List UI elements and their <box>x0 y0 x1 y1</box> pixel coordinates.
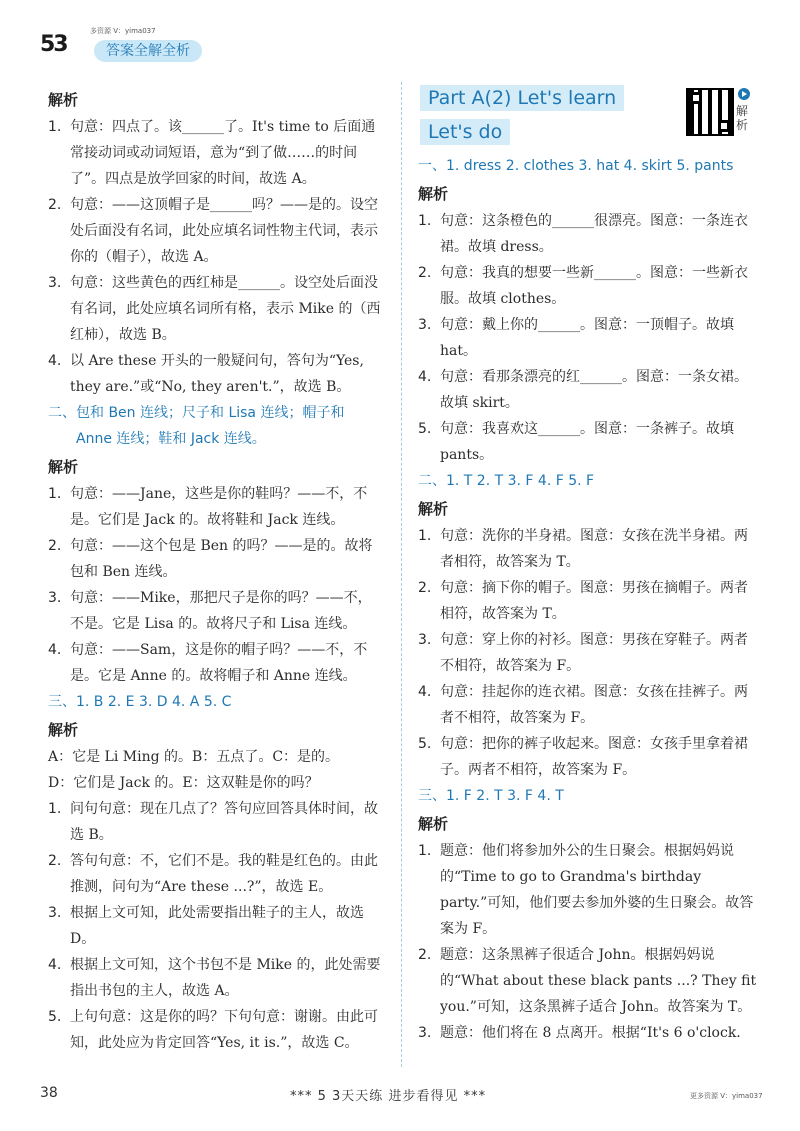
item-number: 3. <box>418 1025 432 1041</box>
page-number: 38 <box>40 1085 58 1101</box>
item-text: 句意：穿上你的衬衫。图意：男孩在穿鞋子。两者不相符，故答案为 F。 <box>440 632 748 674</box>
item-number: 5. <box>418 736 432 752</box>
option-line: A：它是 Li Ming 的。B：五点了。C：是的。 <box>48 749 340 765</box>
answer-item <box>418 260 758 312</box>
item-number: 3. <box>48 590 62 606</box>
answer-item <box>418 416 758 468</box>
analysis-heading: 解析 <box>418 185 449 203</box>
item-text: 题意：他们将参加外公的生日聚会。根据妈妈说的“Time to go to Grandma's birthday party.”可知，他们要去参加外婆的生日聚会。故答案为 F。 <box>440 843 754 937</box>
item-text: 句意：四点了。该______了。It's time to 后面通常接动词或动词短语，意为“到了做……的时间了”。四点是放学回家的时间，故选 A。 <box>70 119 376 187</box>
item-number: 1. <box>48 801 62 817</box>
section-text: 包和 Ben 连线；尺子和 Lisa 连线；帽子和 Anne 连线；鞋和 Jack 连线。 <box>76 405 345 447</box>
item-text: 句意：洗你的半身裙。图意：女孩在洗半身裙。两者相符，故答案为 T。 <box>440 528 748 570</box>
item-number: 1. <box>48 486 62 502</box>
item-text: 句意：——这个包是 Ben 的吗？——是的。故将包和 Ben 连线。 <box>70 538 373 580</box>
answer-item <box>48 900 383 952</box>
section-number: 二、 <box>418 473 446 489</box>
qr-code-icon[interactable] <box>686 88 734 136</box>
right-column <box>418 85 758 1046</box>
option-line: D：它们是 Jack 的。E：这双鞋是你的吗？ <box>48 775 319 791</box>
answer-item <box>48 270 383 348</box>
right-column-content <box>418 153 758 1046</box>
item-text: 问句句意：现在几点了？答句应回答具体时间，故选 B。 <box>70 801 378 843</box>
item-text: 句意：这条橙色的______很漂亮。图意：一条连衣裙。故填 dress。 <box>440 213 748 255</box>
column-divider <box>401 82 402 1067</box>
item-number: 4. <box>418 684 432 700</box>
item-number: 1. <box>418 528 432 544</box>
answer-item <box>418 679 758 731</box>
item-text: 句意：挂起你的连衣裙。图意：女孩在挂裤子。两者不相符，故答案为 F。 <box>440 684 748 726</box>
section-text: 1. dress 2. clothes 3. hat 4. skirt 5. pants <box>446 158 734 174</box>
item-number: 3. <box>48 275 62 291</box>
item-number: 2. <box>418 580 432 596</box>
item-number: 4. <box>418 369 432 385</box>
section-text: 1. F 2. T 3. F 4. T <box>446 788 564 804</box>
item-number: 2. <box>48 197 62 213</box>
brand-logo: 53 <box>40 32 67 57</box>
item-text: 以 Are these 开头的一般疑问句，答句为“Yes, they are.”或“No, they aren't.”，故选 B。 <box>70 353 364 395</box>
answer-item <box>48 192 383 270</box>
analysis-heading: 解析 <box>418 815 449 833</box>
item-text: 题意：这条黑裤子很适合 John。根据妈妈说的“What about these black pants ...? They fit you.”可知，这条黑裤子适合 John。故答案为 T。 <box>440 947 757 1015</box>
left-column <box>48 85 383 1056</box>
answer-item <box>48 348 383 400</box>
answer-item <box>418 312 758 364</box>
analysis-heading: 解析 <box>48 458 79 476</box>
footer-resource-note: 更多资源 V：yima037 <box>690 1092 763 1100</box>
section-answer <box>48 400 383 452</box>
answer-item <box>418 208 758 260</box>
answer-item <box>418 523 758 575</box>
footer-slogan: *** 5 3天天练 进步看得见 *** <box>290 1089 487 1104</box>
item-number: 2. <box>48 538 62 554</box>
item-text: 句意：看那条漂亮的红______。图意：一条女裙。故填 skirt。 <box>440 369 748 411</box>
section-answer <box>418 153 758 179</box>
page-header <box>40 22 300 70</box>
header-resource-note: 多资源 V：yima037 <box>90 27 156 35</box>
item-number: 2. <box>48 853 62 869</box>
analysis-heading: 解析 <box>48 721 79 739</box>
item-text: 句意：戴上你的______。图意：一顶帽子。故填 hat。 <box>440 317 734 359</box>
item-number: 4. <box>48 957 62 973</box>
part-title: Part A(2) Let's learn <box>420 85 624 111</box>
answer-item <box>48 848 383 900</box>
answer-item <box>48 796 383 848</box>
answer-item <box>418 838 758 942</box>
page-footer <box>0 1085 800 1109</box>
answer-item <box>48 585 383 637</box>
answer-item <box>48 952 383 1004</box>
answer-badge: 答案全解全析 <box>94 40 202 62</box>
item-text: 句意：我喜欢这______。图意：一条裤子。故填 pants。 <box>440 421 734 463</box>
item-text: 根据上文可知，这个书包不是 Mike 的，此处需要指出书包的主人，故选 A。 <box>70 957 381 999</box>
answer-item <box>418 731 758 783</box>
section-number: 三、 <box>418 788 446 804</box>
section-answer <box>418 783 758 809</box>
item-number: 3. <box>48 905 62 921</box>
answer-item <box>48 114 383 192</box>
item-text: 上句句意：这是你的吗？下句句意：谢谢。由此可知，此处应为肯定回答“Yes, it is.”，故选 C。 <box>70 1009 378 1051</box>
section-answer <box>418 468 758 494</box>
item-text: 句意：这些黄色的西红柿是______。设空处后面没有名词，此处应填名词所有格，表示 Mike 的（西红柿），故选 B。 <box>70 275 381 343</box>
item-text: 根据上文可知，此处需要指出鞋子的主人，故选 D。 <box>70 905 364 947</box>
analysis-heading: 解析 <box>418 500 449 518</box>
item-text: 句意：——Jane，这些是你的鞋吗？——不，不是。它们是 Jack 的。故将鞋和 Jack 连线。 <box>70 486 368 528</box>
answer-item <box>48 533 383 585</box>
item-number: 1. <box>418 843 432 859</box>
item-number: 5. <box>48 1009 62 1025</box>
section-text: 1. T 2. T 3. F 4. F 5. F <box>446 473 595 489</box>
item-text: 句意：——Sam，这是你的帽子吗？——不，不是。它是 Anne 的。故将帽子和 Anne 连线。 <box>70 642 368 684</box>
item-number: 2. <box>418 947 432 963</box>
item-text: 句意：——Mike，那把尺子是你的吗？——不，不是。它是 Lisa 的。故将尺子和 Lisa 连线。 <box>70 590 372 632</box>
item-number: 3. <box>418 317 432 333</box>
item-number: 4. <box>48 353 62 369</box>
item-text: 题意：他们将在 8 点离开。根据“It's 6 o'clock. <box>440 1025 741 1041</box>
item-text: 句意：摘下你的帽子。图意：男孩在摘帽子。两者相符，故答案为 T。 <box>440 580 748 622</box>
answer-item <box>418 942 758 1020</box>
answer-item <box>48 1004 383 1056</box>
item-text: 句意：把你的裤子收起来。图意：女孩手里拿着裙子。两者不相符，故答案为 F。 <box>440 736 748 778</box>
item-number: 1. <box>48 119 62 135</box>
item-number: 3. <box>418 632 432 648</box>
section-text: 1. B 2. E 3. D 4. A 5. C <box>76 694 232 710</box>
answer-item <box>418 1020 758 1046</box>
answer-item <box>418 364 758 416</box>
item-number: 2. <box>418 265 432 281</box>
item-text: 句意：——这顶帽子是______吗？——是的。设空处后面没有名词，此处应填名词性物主代词，表示你的（帽子），故选 A。 <box>70 197 378 265</box>
answer-item <box>418 627 758 679</box>
item-number: 5. <box>418 421 432 437</box>
section-number: 二、 <box>48 405 76 421</box>
item-number: 1. <box>418 213 432 229</box>
section-number: 一、 <box>418 158 446 174</box>
part-subtitle: Let's do <box>420 119 510 145</box>
item-text: 答句句意：不，它们不是。我的鞋是红色的。由此推测，问句为“Are these ...?”，故选 E。 <box>70 853 378 895</box>
section-number: 三、 <box>48 694 76 710</box>
play-icon[interactable] <box>738 88 750 100</box>
item-number: 4. <box>48 642 62 658</box>
qr-label: 解析 <box>736 104 749 132</box>
answer-item <box>48 637 383 689</box>
section-answer <box>48 689 383 715</box>
analysis-heading: 解析 <box>48 91 79 109</box>
answer-item <box>48 481 383 533</box>
item-text: 句意：我真的想要一些新______。图意：一些新衣服。故填 clothes。 <box>440 265 748 307</box>
answer-item <box>418 575 758 627</box>
